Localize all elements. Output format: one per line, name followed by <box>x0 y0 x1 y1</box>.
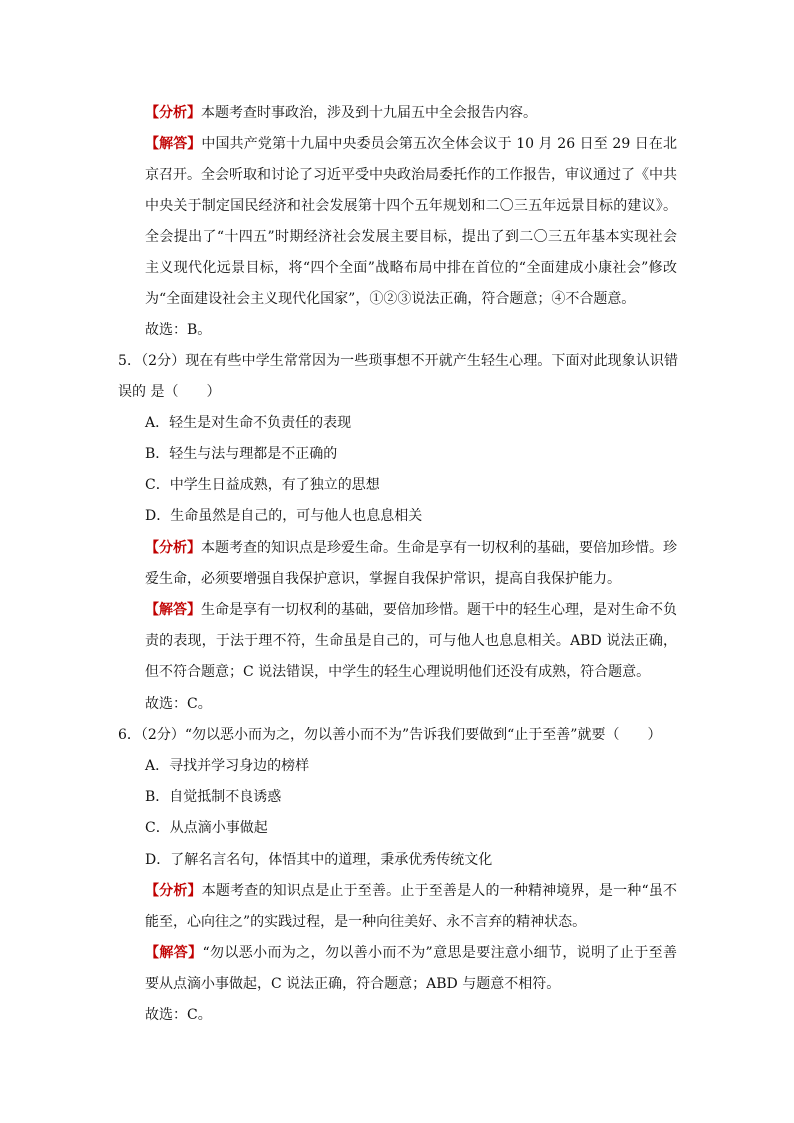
analysis-tag: 【分析】 <box>145 883 202 899</box>
q4-conclusion: 故选：B。 <box>145 322 212 338</box>
answer-text: 中国共产党第十九届中央委员会第五次全体会议于 10 月 26 日至 29 日在北京召开。全会听取和讨论了习近平受中央政治局委托作的工作报告，审议通过了《中共中央关于制定国民经济和社会发展第十四个五年规划和二〇三五年远景目标的建议》。全会提出了“十四五”时期经济社会发展主要目标，提出了到二〇三五年基本实现社会主义现代化远景目标，将“四个全面”战略布局中排在首位的“全面建成小康社会”修改为“全面建设社会主义现代化国家”，①②③说法正确，符合题意；④不合题意。 <box>145 136 677 307</box>
answer-tag: 【解答】 <box>145 945 203 961</box>
q6-option-c: C．从点滴小事做起 <box>145 820 268 836</box>
answer-tag: 【解答】 <box>145 602 201 618</box>
q5-conclusion: 故选：C。 <box>145 696 212 712</box>
q6-answer <box>145 938 677 1000</box>
q6-option-b: B．自觉抵制不良诱惑 <box>145 789 282 805</box>
analysis-text: 本题考查的知识点是珍爱生命。生命是享有一切权利的基础，要倍加珍惜。珍爱生命，必须要增强自我保护意识，掌握自我保护常识，提高自我保护能力。 <box>145 540 677 587</box>
q5-option-c: C．中学生日益成熟，有了独立的思想 <box>145 477 380 493</box>
analysis-tag: 【分析】 <box>145 540 201 556</box>
q5-stem: 5．（2分）现在有些中学生常常因为一些琐事想不开就产生轻生心理。下面对此现象认识错误的 是（ ） <box>118 353 678 400</box>
q6-option-d: D．了解名言名句，体悟其中的道理，秉承优秀传统文化 <box>145 852 493 868</box>
q4-analysis <box>145 98 677 129</box>
q6-analysis <box>145 876 677 938</box>
q5-analysis <box>145 533 677 595</box>
analysis-text: 本题考查时事政治，涉及到十九届五中全会报告内容。 <box>201 105 537 121</box>
answer-text: 生命是享有一切权利的基础，要倍加珍惜。题干中的轻生心理，是对生命不负责的表现，于法于理不符，生命虽是自己的，可与他人也息息相关。ABD 说法正确，但不符合题意；C 说法错误，中学生的轻生心理说明他们还没有成熟，符合题意。 <box>145 602 677 680</box>
q6-option-a: A．寻找并学习身边的榜样 <box>145 758 310 774</box>
q6-conclusion: 故选：C。 <box>145 1007 212 1023</box>
answer-text: “勿以恶小而为之，勿以善小而不为”意思是要注意小细节，说明了止于至善要从点滴小事做起，C 说法正确，符合题意；ABD 与题意不相符。 <box>145 945 678 992</box>
q5-option-d: D．生命虽然是自己的，可与他人也息息相关 <box>145 508 423 524</box>
answer-tag: 【解答】 <box>145 136 202 152</box>
q6-stem: 6．（2分）“勿以恶小而为之，勿以善小而不为”告诉我们要做到“止于至善”就要（ ） <box>118 727 662 743</box>
q4-answer <box>145 129 677 315</box>
q5-option-a: A．轻生是对生命不负责任的表现 <box>145 415 352 431</box>
q5-option-b: B．轻生与法与理都是不正确的 <box>145 446 338 462</box>
analysis-tag: 【分析】 <box>145 105 201 121</box>
q5-answer <box>145 595 677 688</box>
analysis-text: 本题考查的知识点是止于至善。止于至善是人的一种精神境界，是一种“虽不能至，心向往之”的实践过程，是一种向往美好、永不言弃的精神状态。 <box>145 883 678 930</box>
